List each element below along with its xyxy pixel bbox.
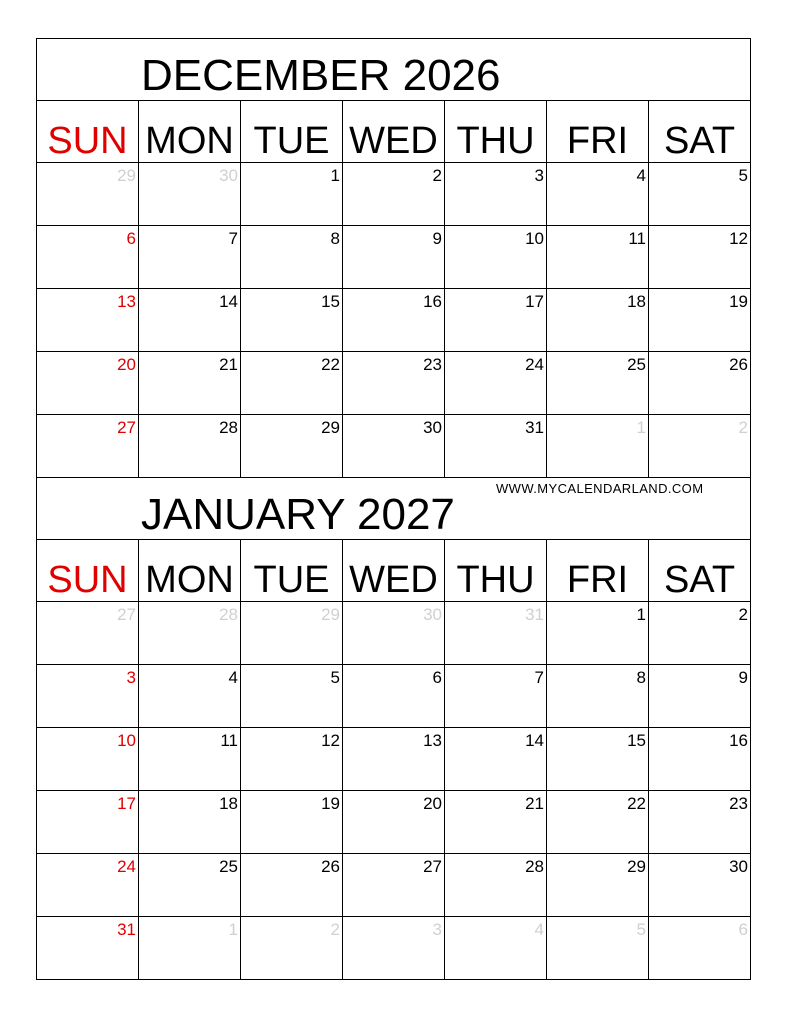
day-number: 6 <box>126 229 136 248</box>
weekday-header-tue: TUE <box>241 100 343 162</box>
day-number: 31 <box>525 605 544 624</box>
month-january <box>36 477 751 980</box>
day-cell <box>241 351 343 414</box>
calendar-grid <box>36 539 751 980</box>
day-number: 16 <box>423 292 442 311</box>
day-cell <box>139 664 241 727</box>
day-cell <box>37 853 139 916</box>
day-number: 4 <box>636 166 646 185</box>
day-cell <box>37 790 139 853</box>
day-cell <box>445 916 547 979</box>
day-cell <box>445 727 547 790</box>
day-number: 8 <box>330 229 340 248</box>
day-number: 9 <box>738 668 748 687</box>
weekday-header-sat: SAT <box>649 100 751 162</box>
day-number: 19 <box>321 794 340 813</box>
day-number: 14 <box>219 292 238 311</box>
day-number: 25 <box>219 857 238 876</box>
day-number: 6 <box>738 920 748 939</box>
day-number: 31 <box>525 418 544 437</box>
day-number: 10 <box>117 731 136 750</box>
day-cell <box>649 351 751 414</box>
day-number: 27 <box>423 857 442 876</box>
day-cell <box>649 225 751 288</box>
day-number: 23 <box>729 794 748 813</box>
day-cell <box>445 162 547 225</box>
day-cell <box>139 351 241 414</box>
day-cell <box>445 351 547 414</box>
weekday-header-wed: WED <box>343 539 445 601</box>
day-number: 4 <box>534 920 544 939</box>
day-number: 11 <box>628 229 646 248</box>
day-cell <box>37 601 139 664</box>
day-cell <box>649 664 751 727</box>
day-number: 16 <box>729 731 748 750</box>
day-cell <box>547 414 649 477</box>
day-number: 18 <box>627 292 646 311</box>
day-number: 12 <box>729 229 748 248</box>
day-number: 27 <box>117 605 136 624</box>
day-number: 25 <box>627 355 646 374</box>
day-number: 11 <box>220 731 238 750</box>
website-url: WWW.MYCALENDARLAND.COM <box>496 481 704 496</box>
month-title: JANUARY 2027 <box>141 490 455 539</box>
day-cell <box>649 790 751 853</box>
day-cell <box>547 853 649 916</box>
day-cell <box>343 790 445 853</box>
day-cell <box>37 351 139 414</box>
day-cell <box>547 790 649 853</box>
day-number: 13 <box>117 292 136 311</box>
weekday-header-fri: FRI <box>547 539 649 601</box>
day-number: 15 <box>321 292 340 311</box>
day-cell <box>37 664 139 727</box>
day-number: 18 <box>219 794 238 813</box>
day-number: 21 <box>525 794 544 813</box>
day-cell <box>547 162 649 225</box>
day-number: 22 <box>627 794 646 813</box>
month-title-row <box>36 477 751 539</box>
day-number: 1 <box>636 605 646 624</box>
day-number: 1 <box>636 418 646 437</box>
month-title: DECEMBER 2026 <box>141 51 501 100</box>
day-cell <box>139 790 241 853</box>
day-number: 30 <box>423 605 442 624</box>
weekday-header-sat: SAT <box>649 539 751 601</box>
day-number: 17 <box>117 794 136 813</box>
day-cell <box>241 162 343 225</box>
day-cell <box>37 414 139 477</box>
day-number: 30 <box>729 857 748 876</box>
day-cell <box>139 162 241 225</box>
day-number: 1 <box>330 166 340 185</box>
day-number: 13 <box>423 731 442 750</box>
day-cell <box>139 916 241 979</box>
day-number: 17 <box>525 292 544 311</box>
day-cell <box>139 288 241 351</box>
day-cell <box>241 664 343 727</box>
day-number: 24 <box>117 857 136 876</box>
day-number: 20 <box>423 794 442 813</box>
day-number: 19 <box>729 292 748 311</box>
day-cell <box>343 351 445 414</box>
day-cell <box>649 916 751 979</box>
day-number: 26 <box>729 355 748 374</box>
day-cell <box>547 664 649 727</box>
weekday-header-mon: MON <box>139 100 241 162</box>
day-cell <box>343 414 445 477</box>
month-title-row <box>36 38 751 100</box>
day-cell <box>343 664 445 727</box>
day-number: 3 <box>432 920 442 939</box>
day-cell <box>241 790 343 853</box>
day-cell <box>139 601 241 664</box>
day-cell <box>343 727 445 790</box>
day-number: 21 <box>219 355 238 374</box>
day-number: 2 <box>432 166 442 185</box>
day-number: 15 <box>627 731 646 750</box>
day-number: 3 <box>126 668 136 687</box>
day-number: 8 <box>636 668 646 687</box>
day-number: 22 <box>321 355 340 374</box>
day-cell <box>547 288 649 351</box>
day-cell <box>445 664 547 727</box>
day-cell <box>241 288 343 351</box>
day-cell <box>343 853 445 916</box>
day-cell <box>649 288 751 351</box>
day-cell <box>241 853 343 916</box>
day-cell <box>139 225 241 288</box>
day-cell <box>139 853 241 916</box>
weekday-header-tue: TUE <box>241 539 343 601</box>
day-cell <box>445 853 547 916</box>
weekday-header-sun: SUN <box>37 539 139 601</box>
weekday-header-wed: WED <box>343 100 445 162</box>
day-number: 12 <box>321 731 340 750</box>
day-cell <box>343 225 445 288</box>
day-cell <box>547 225 649 288</box>
day-cell <box>37 727 139 790</box>
day-number: 5 <box>738 166 748 185</box>
day-cell <box>445 790 547 853</box>
calendar-grid <box>36 100 751 477</box>
day-cell <box>649 853 751 916</box>
day-number: 24 <box>525 355 544 374</box>
day-cell <box>37 225 139 288</box>
weekday-header-sun: SUN <box>37 100 139 162</box>
day-cell <box>139 414 241 477</box>
day-cell <box>445 414 547 477</box>
day-number: 20 <box>117 355 136 374</box>
day-cell <box>445 288 547 351</box>
day-number: 4 <box>228 668 238 687</box>
day-cell <box>139 727 241 790</box>
day-number: 31 <box>117 920 136 939</box>
day-number: 29 <box>321 605 340 624</box>
day-number: 7 <box>534 668 544 687</box>
day-number: 29 <box>627 857 646 876</box>
weekday-header-thu: THU <box>445 100 547 162</box>
day-number: 2 <box>738 605 748 624</box>
day-number: 30 <box>423 418 442 437</box>
day-number: 28 <box>219 605 238 624</box>
day-cell <box>649 727 751 790</box>
day-cell <box>241 225 343 288</box>
day-number: 5 <box>636 920 646 939</box>
day-number: 7 <box>228 229 238 248</box>
day-cell <box>547 601 649 664</box>
day-number: 26 <box>321 857 340 876</box>
day-cell <box>649 162 751 225</box>
day-number: 5 <box>330 668 340 687</box>
weekday-header-thu: THU <box>445 539 547 601</box>
day-number: 3 <box>534 166 544 185</box>
day-cell <box>241 916 343 979</box>
day-number: 1 <box>228 920 238 939</box>
weekday-header-mon: MON <box>139 539 241 601</box>
day-cell <box>37 916 139 979</box>
day-cell <box>445 225 547 288</box>
day-cell <box>343 288 445 351</box>
day-number: 29 <box>321 418 340 437</box>
day-number: 9 <box>432 229 442 248</box>
day-cell <box>37 288 139 351</box>
day-number: 2 <box>738 418 748 437</box>
day-cell <box>649 601 751 664</box>
day-number: 23 <box>423 355 442 374</box>
day-number: 28 <box>219 418 238 437</box>
day-number: 29 <box>117 166 136 185</box>
day-cell <box>343 601 445 664</box>
day-cell <box>241 601 343 664</box>
day-cell <box>547 727 649 790</box>
weekday-header-fri: FRI <box>547 100 649 162</box>
day-cell <box>241 727 343 790</box>
calendar-page <box>36 38 751 980</box>
day-cell <box>37 162 139 225</box>
day-number: 30 <box>219 166 238 185</box>
day-number: 2 <box>330 920 340 939</box>
day-cell <box>343 162 445 225</box>
day-cell <box>649 414 751 477</box>
day-number: 27 <box>117 418 136 437</box>
day-number: 28 <box>525 857 544 876</box>
day-cell <box>445 601 547 664</box>
day-cell <box>241 414 343 477</box>
day-number: 6 <box>432 668 442 687</box>
day-number: 10 <box>525 229 544 248</box>
day-cell <box>343 916 445 979</box>
day-cell <box>547 351 649 414</box>
month-december <box>36 38 751 477</box>
day-number: 14 <box>525 731 544 750</box>
day-cell <box>547 916 649 979</box>
